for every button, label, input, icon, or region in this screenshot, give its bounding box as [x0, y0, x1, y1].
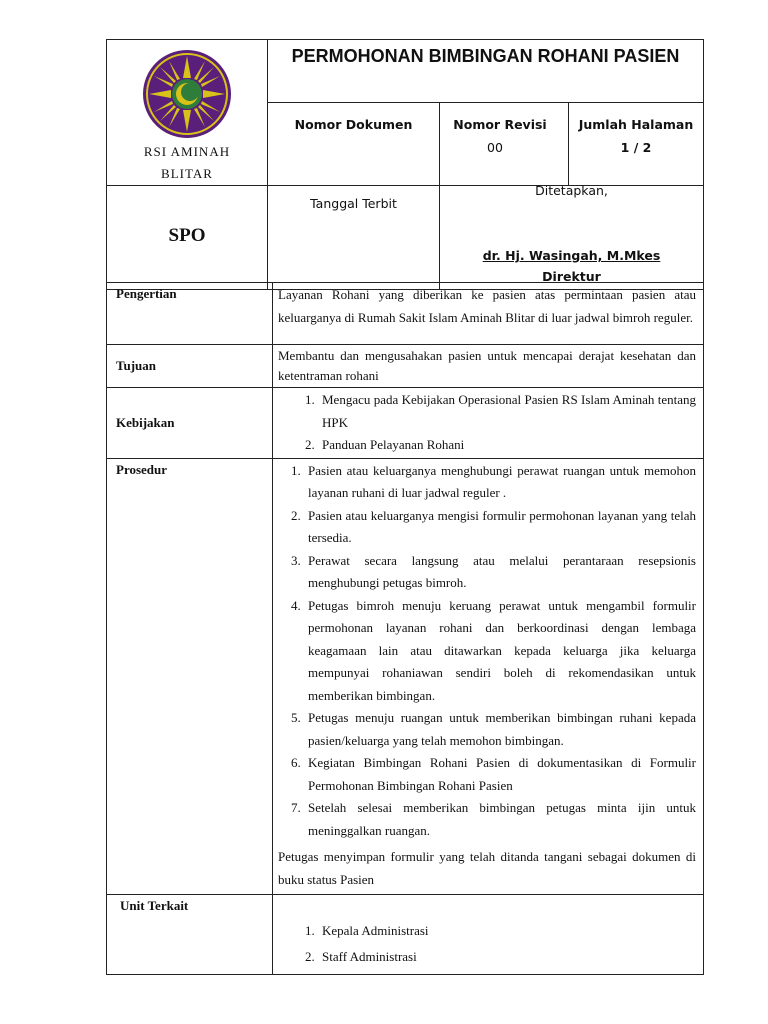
penetapan-cell	[440, 183, 704, 290]
row-unit-terkait	[107, 895, 704, 975]
nomor-revisi-cell	[440, 103, 569, 186]
list-item: 7. Setelah selesai memberikan bimbingan petugas minta ijin untuk meninggalkan ruangan.	[304, 797, 696, 842]
prosedur-label: Prosedur	[116, 461, 168, 477]
nomor-revisi-label: Nomor Revisi	[453, 117, 547, 133]
document-title-cell	[268, 40, 704, 103]
tujuan-label: Tujuan	[116, 358, 156, 373]
list-item: 5. Petugas menuju ruangan untuk memberikan bimbingan ruhani kepada pasien/keluarga yang telah memohon bimbingan.	[304, 707, 696, 752]
row-pengertian	[107, 283, 704, 345]
tanggal-terbit-cell	[268, 186, 440, 290]
ditetapkan-label: Ditetapkan,	[535, 183, 608, 198]
header-table	[106, 39, 704, 290]
unit-terkait-label: Unit Terkait	[120, 898, 189, 913]
hospital-name-line1: RSI AMINAH	[143, 144, 231, 159]
list-item: 2. Pasien atau keluarganya mengisi formulir permohonan layanan yang telah tersedia.	[304, 505, 696, 550]
logo-cell	[107, 40, 268, 186]
list-item: 2. Staff Administrasi	[318, 944, 696, 970]
jumlah-halaman-value: 1 / 2	[620, 140, 652, 156]
list-item: 6. Kegiatan Bimbingan Rohani Pasien di dokumentasikan di Formulir Permohonan Bimbingan Rohani Pasien	[304, 752, 696, 797]
doc-type-label: SPO	[168, 224, 206, 246]
list-item: 4. Petugas bimroh menuju keruang perawat untuk mengambil formulir permohonan layanan rohani dan berkoordinasi dengan lembaga keagamaan lain atau ditawarkan kepada keluarga jika keluarga mempunyai rohaniawan sendiri boleh di rekomendasikan untuk memberikan bimbingan.	[304, 595, 696, 708]
row-tujuan	[107, 345, 704, 388]
prosedur-closing: Petugas menyimpan formulir yang telah ditanda tangani sebagai dokumen di buku status Pasien	[278, 849, 696, 887]
document-title: PERMOHONAN BIMBINGAN ROHANI PASIEN	[291, 46, 680, 66]
tujuan-text: Membantu dan mengusahakan pasien untuk mencapai derajat kesehatan dan ketentraman rohani	[278, 348, 696, 383]
nomor-dokumen-cell	[268, 103, 440, 186]
doc-type-cell	[107, 186, 268, 290]
row-prosedur	[107, 458, 704, 895]
jumlah-halaman-label: Jumlah Halaman	[578, 117, 694, 133]
list-item: 3. Perawat secara langsung atau melalui perantaraan resepsionis menghubungi petugas bimroh.	[304, 550, 696, 595]
pengertian-text: Layanan Rohani yang diberikan ke pasien atas permintaan pasien atau keluarganya di Rumah Sakit Islam Aminah Blitar di luar jadwal bimroh reguler.	[278, 287, 696, 325]
kebijakan-label: Kebijakan	[116, 414, 175, 430]
pengertian-label: Pengertian	[116, 286, 177, 301]
nomor-dokumen-label: Nomor Dokumen	[294, 117, 413, 133]
signatory-name: dr. Hj. Wasingah, M.Mkes	[482, 248, 661, 263]
row-kebijakan	[107, 388, 704, 459]
list-item: 1. Mengacu pada Kebijakan Operasional Pasien RS Islam Aminah tentang HPK	[318, 389, 696, 434]
nomor-revisi-value: 00	[487, 140, 503, 156]
tanggal-terbit-label: Tanggal Terbit	[310, 196, 397, 211]
kebijakan-list	[274, 389, 702, 457]
signatory-title: Direktur	[542, 269, 601, 284]
jumlah-halaman-cell	[569, 103, 704, 186]
hospital-logo	[141, 48, 233, 140]
unit-terkait-list	[274, 918, 702, 970]
list-item: 2. Panduan Pelayanan Rohani	[318, 434, 696, 457]
prosedur-list	[274, 460, 702, 843]
list-item: 1. Kepala Administrasi	[318, 918, 696, 944]
list-item: 1. Pasien atau keluarganya menghubungi perawat ruangan untuk memohon layanan ruhani di luar jadwal reguler .	[304, 460, 696, 505]
content-table	[106, 282, 704, 975]
hospital-name-line2: BLITAR	[161, 166, 213, 181]
